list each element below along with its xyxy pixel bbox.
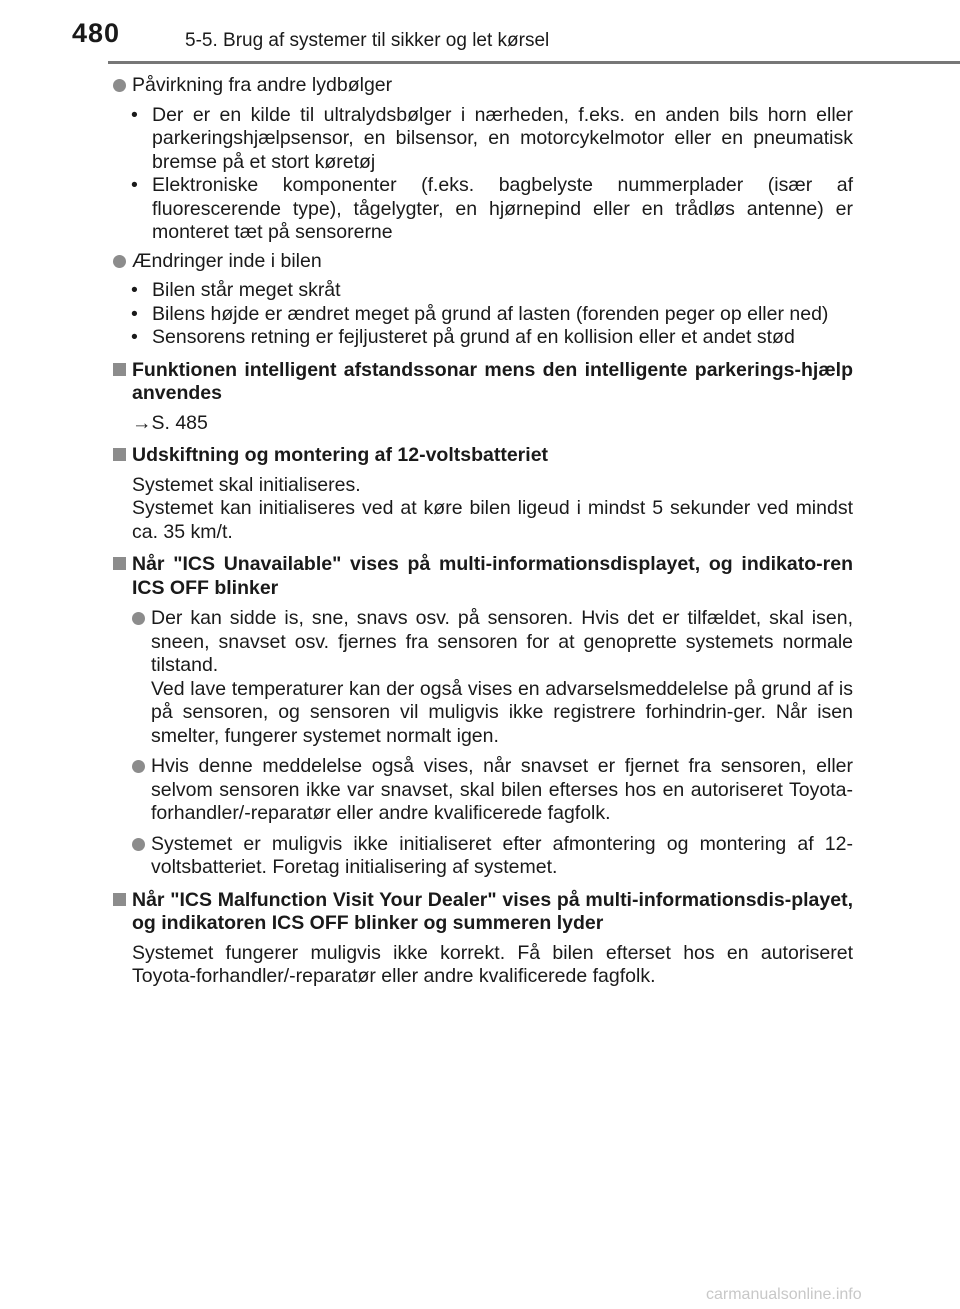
section-title: Funktionen intelligent afstandssonar mens den intelligente parkerings-hjælp anvendes bbox=[132, 358, 853, 404]
page-header bbox=[0, 0, 960, 64]
sub-list bbox=[113, 279, 853, 350]
dot-icon: • bbox=[131, 174, 138, 196]
bullet-dot-icon bbox=[132, 838, 145, 851]
section-ics-malfunction bbox=[113, 889, 853, 989]
list-item: • Bilens højde er ændret meget på grund af lasten (forenden peger op eller ned) bbox=[131, 302, 829, 325]
dot-icon: • bbox=[131, 326, 138, 348]
list-item: • Elektroniske komponenter (f.eks. bagbelyste nummerplader (især af fluorescerende type), tågelygter, en hjørnepind eller en trådløs antenne) er monteret tæt på sensorerne bbox=[131, 174, 853, 243]
header-rule bbox=[108, 61, 960, 64]
section-square-icon bbox=[113, 448, 126, 461]
intro-bullet bbox=[113, 74, 853, 98]
section-square-icon bbox=[113, 557, 126, 570]
bullet-dot-icon bbox=[132, 612, 145, 625]
watermark: carmanualsonline.info bbox=[706, 1286, 862, 1303]
section-body: Systemet skal initialiseres. Systemet kan initialiseres ved at køre bilen ligeud i mindst 5 sekunder ved mindst ca. 35 km/t. bbox=[132, 473, 853, 543]
dot-icon: • bbox=[131, 279, 138, 301]
dot-icon: • bbox=[131, 302, 138, 325]
section-ics-unavailable bbox=[113, 553, 853, 880]
list-item: • Bilen står meget skråt bbox=[131, 279, 341, 301]
section-title: Når "ICS Malfunction Visit Your Dealer" vises på multi-informationsdis-playet, og indikatoren ICS OFF blinker og summeren lyder bbox=[132, 888, 853, 934]
dot-icon: • bbox=[131, 103, 138, 126]
page-content bbox=[113, 70, 853, 989]
bullet-dot-icon bbox=[113, 255, 126, 268]
section-intelligent-sonar bbox=[113, 359, 853, 436]
list-item: • Der er en kilde til ultralydsbølger i nærheden, f.eks. en anden bils horn eller parkeringshjælpsensor, en bilsensor, en motorcykelmotor eller en pneumatisk bremse på et stort køretøj bbox=[131, 103, 853, 173]
sub-list bbox=[113, 104, 853, 245]
list-item: Systemet er muligvis ikke initialiseret efter afmontering og montering af 12-voltsbatteriet. Foretag initialisering af systemet. bbox=[132, 833, 853, 880]
page-number: 480 bbox=[72, 18, 121, 48]
section-square-icon bbox=[113, 363, 126, 376]
section-battery bbox=[113, 444, 853, 544]
bullet-dot-icon bbox=[132, 760, 145, 773]
section-body: Systemet fungerer muligvis ikke korrekt. Få bilen efterset hos en autoriseret Toyota-forhandler/-reparatør eller andre kvalificerede fagfolk. bbox=[132, 941, 853, 987]
intro-bullet-title: Påvirkning fra andre lydbølger bbox=[132, 74, 393, 96]
chapter-title: 5-5. Brug af systemer til sikker og let kørsel bbox=[185, 30, 550, 51]
section-square-icon bbox=[113, 893, 126, 906]
bullet-dot-icon bbox=[113, 79, 126, 92]
section-title: Når "ICS Unavailable" vises på multi-informationsdisplayet, og indikato-ren ICS OFF blinker bbox=[132, 553, 853, 599]
list-item: • Sensorens retning er fejljusteret på grund af en kollision eller et andet stød bbox=[131, 326, 795, 348]
section-ref: →S. 485 bbox=[132, 411, 208, 434]
list-item: Hvis denne meddelelse også vises, når snavset er fjernet fra sensoren, eller selvom sensoren ikke var snavset, skal bilen efterses hos en autoriseret Toyota-forhandler/-reparatør eller andre kvalificerede fagfolk. bbox=[132, 755, 853, 826]
list-item: Der kan sidde is, sne, snavs osv. på sensoren. Hvis det er tilfældet, skal isen, sneen, snavset osv. fjernes fra sensoren for at genoprette systemets normale tilstand. Ved lave temperaturer kan der også vises en advarselsmeddelelse på grund af is på sensoren, og sensoren vil muligvis ikke registrere forhindrin-ger. Når isen smelter, fungerer systemet normalt igen. bbox=[132, 607, 853, 748]
section-title: Udskiftning og montering af 12-voltsbatteriet bbox=[132, 444, 549, 466]
intro-bullet bbox=[113, 250, 853, 274]
intro-bullet-title: Ændringer inde i bilen bbox=[132, 249, 322, 272]
